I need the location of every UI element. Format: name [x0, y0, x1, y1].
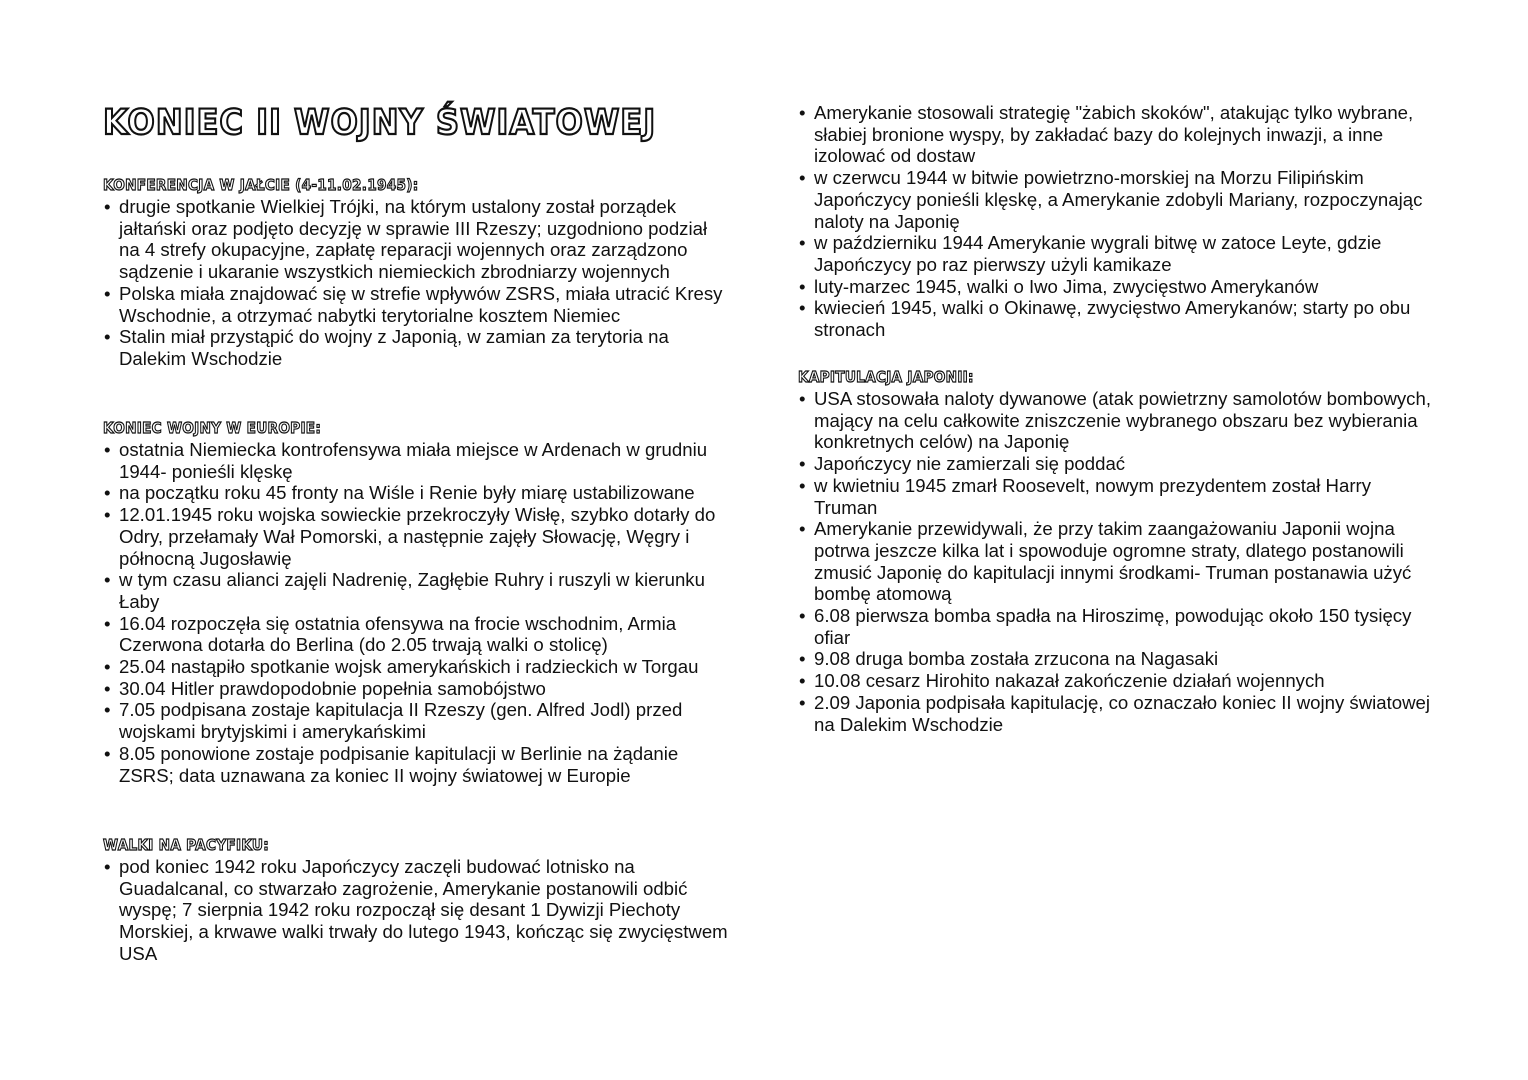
list-item: • luty-marzec 1945, walki o Iwo Jima, zwycięstwo Amerykanów: [798, 276, 1439, 298]
list-item: • ostatnia Niemiecka kontrofensywa miała miejsce w Ardenach w grudniu 1944- ponieśli klęskę: [103, 439, 729, 482]
list-item: • 7.05 podpisana zostaje kapitulacja II Rzeszy (gen. Alfred Jodl) przed wojskami brytyjskimi i amerykańskimi: [103, 699, 729, 742]
list-item: • USA stosowała naloty dywanowe (atak powietrzny samolotów bombowych, mający na celu całkowite zniszczenie wybranego obszaru bez wybierania konkretnych celów) na Japonię: [798, 388, 1439, 453]
section-pacyfik: [103, 835, 729, 965]
section-heading: KAPITULACJA JAPONII:: [798, 368, 974, 386]
list-item: • Amerykanie stosowali strategię "żabich skoków", atakując tylko wybrane, słabiej bronione wyspy, by zakładać bazy do kolejnych inwazji, a inne izolować od dostaw: [798, 102, 1439, 167]
bullet-list: [103, 856, 729, 965]
section-heading: KONFERENCJA W JAŁCIE (4-11.02.1945):: [103, 176, 419, 194]
list-item: • na początku roku 45 fronty na Wiśle i Renie były miarę ustabilizowane: [103, 482, 729, 504]
list-item: • 6.08 pierwsza bomba spadła na Hiroszimę, powodując około 150 tysięcy ofiar: [798, 605, 1439, 648]
list-item: • w kwietniu 1945 zmarł Roosevelt, nowym prezydentem został Harry Truman: [798, 475, 1439, 518]
list-item: • 10.08 cesarz Hirohito nakazał zakończenie działań wojennych: [798, 670, 1439, 692]
list-item: • w tym czasu alianci zajęli Nadrenię, Zagłębie Ruhry i ruszyli w kierunku Łaby: [103, 569, 729, 612]
list-item: • Polska miała znajdować się w strefie wpływów ZSRS, miała utracić Kresy Wschodnie, a otrzymać nabytki terytorialne kosztem Niemiec: [103, 283, 729, 326]
bullet-list: [798, 388, 1439, 735]
list-item: • 12.01.1945 roku wojska sowieckie przekroczyły Wisłę, szybko dotarły do Odry, przełamały Wał Pomorski, a następnie zajęły Słowację, Węgry i północną Jugosławię: [103, 504, 729, 569]
list-item: • pod koniec 1942 roku Japończycy zaczęli budować lotnisko na Guadalcanal, co stwarzało zagrożenie, Amerykanie postanowili odbić wyspę; 7 sierpnia 1942 roku rozpoczął się desant 1 Dywizji Piechoty Morskiej, a krwawe walki trwały do lutego 1943, kończąc się zwycięstwem USA: [103, 856, 729, 965]
list-item: • 9.08 druga bomba została zrzucona na Nagasaki: [798, 648, 1439, 670]
bullet-list: [103, 196, 729, 370]
list-item: • drugie spotkanie Wielkiej Trójki, na którym ustalony został porządek jałtański oraz podjęto decyzję w sprawie III Rzeszy; uzgodniono podział na 4 strefy okupacyjne, zapłatę reparacji wojennych oraz zarządzono sądzenie i ukaranie wszystkich niemieckich zbrodniarzy wojennych: [103, 196, 729, 283]
section-europa: [103, 418, 729, 786]
bullet-list: [798, 102, 1439, 341]
list-item: • w czerwcu 1944 w bitwie powietrzno-morskiej na Morzu Filipińskim Japończycy ponieśli klęskę, a Amerykanie zdobyli Mariany, rozpoczynając naloty na Japonię: [798, 167, 1439, 232]
section-japonia: [798, 367, 1439, 735]
page-title: KONIEC II WOJNY ŚWIATOWEJ: [103, 103, 657, 143]
list-item: • 16.04 rozpoczęła się ostatnia ofensywa na frocie wschodnim, Armia Czerwona dotarła do Berlina (do 2.05 trwają walki o stolicę): [103, 613, 729, 656]
section-jalta: [103, 175, 729, 370]
list-item: • 2.09 Japonia podpisała kapitulację, co oznaczało koniec II wojny światowej na Dalekim Wschodzie: [798, 692, 1439, 735]
section-heading: KONIEC WOJNY W EUROPIE:: [103, 419, 322, 437]
list-item: • kwiecień 1945, walki o Okinawę, zwycięstwo Amerykanów; starty po obu stronach: [798, 297, 1439, 340]
list-item: • 25.04 nastąpiło spotkanie wojsk amerykańskich i radzieckich w Torgau: [103, 656, 729, 678]
list-item: • Japończycy nie zamierzali się poddać: [798, 453, 1439, 475]
bullet-list: [103, 439, 729, 786]
list-item: • Amerykanie przewidywali, że przy takim zaangażowaniu Japonii wojna potrwa jeszcze kilka lat i spowoduje ogromne straty, dlatego postanowili zmusić Japonię do kapitulacji innymi środkami- Truman postanawia użyć bombę atomową: [798, 518, 1439, 605]
list-item: • w październiku 1944 Amerykanie wygrali bitwę w zatoce Leyte, gdzie Japończycy po raz pierwszy użyli kamikaze: [798, 232, 1439, 275]
section-heading: WALKI NA PACYFIKU:: [103, 836, 269, 854]
list-item: • 8.05 ponowione zostaje podpisanie kapitulacji w Berlinie na żądanie ZSRS; data uznawana za koniec II wojny światowej w Europie: [103, 743, 729, 786]
list-item: • Stalin miał przystąpić do wojny z Japonią, w zamian za terytoria na Dalekim Wschodzie: [103, 326, 729, 369]
list-item: • 30.04 Hitler prawdopodobnie popełnia samobójstwo: [103, 678, 729, 700]
section-pacyfik-continued: [798, 102, 1439, 341]
